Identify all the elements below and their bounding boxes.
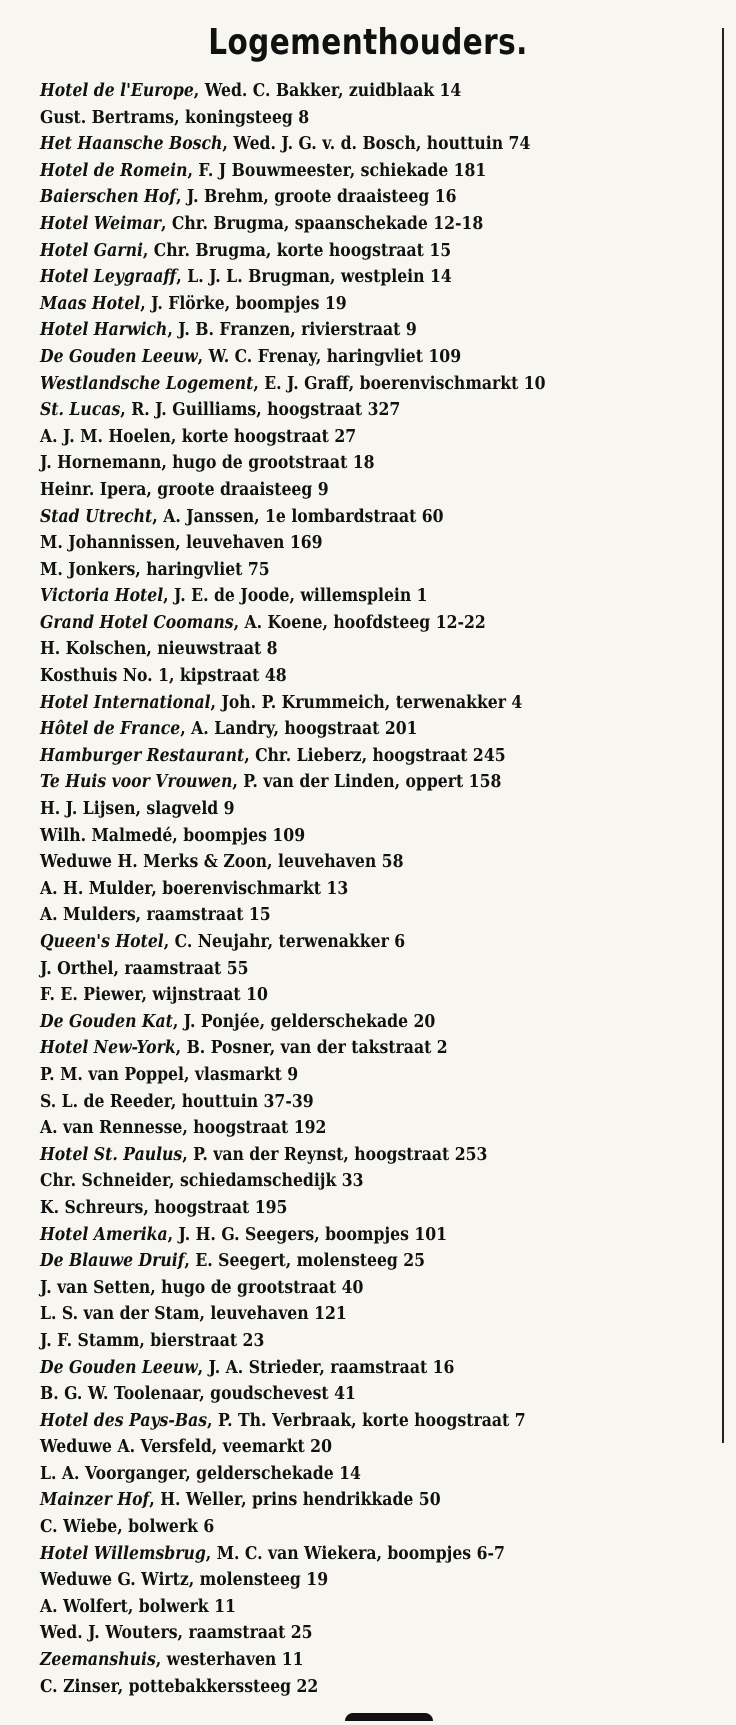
list-item (40, 184, 661, 211)
entry-details: , F. J Bouwmeester, schiekade 181 (187, 160, 487, 181)
entry-details: A. H. Mulder, boerenvischmarkt 13 (40, 878, 349, 899)
list-item (40, 1541, 661, 1568)
establishment-name: Hamburger Restaurant (40, 745, 245, 766)
list-item (40, 238, 661, 265)
entry-details: A. van Rennesse, hoogstraat 192 (40, 1118, 327, 1139)
establishment-name: St. Lucas (40, 400, 121, 421)
entry-details: , P. Th. Verbraak, korte hoogstraat 7 (207, 1410, 526, 1431)
establishment-name: Hôtel de France (40, 719, 181, 740)
establishment-name: Queen's Hotel (40, 932, 164, 952)
entry-details: Gust. Bertrams, koningsteeg 8 (40, 107, 310, 128)
establishment-name: Victoria Hotel (40, 586, 164, 607)
list-item (40, 131, 661, 158)
list-item (40, 1381, 661, 1408)
establishment-name: Hotel des Pays-Bas (40, 1410, 208, 1431)
establishment-name: Hotel Garni (40, 240, 143, 261)
entry-details: , P. van der Linden, oppert 158 (232, 772, 502, 793)
entry-details: A. J. M. Hoelen, korte hoogstraat 27 (40, 426, 357, 447)
entry-details: , Wed. J. G. v. d. Bosch, houttuin 74 (222, 134, 531, 155)
list-item (40, 1168, 661, 1195)
list-item (40, 1089, 661, 1116)
establishment-name: Hotel St. Paulus (40, 1144, 183, 1165)
list-item (40, 823, 661, 850)
establishment-name: De Gouden Leeuw (40, 1357, 198, 1378)
list-item (40, 636, 661, 663)
establishment-name: Mainzer Hof (40, 1490, 150, 1511)
entry-details: M. Jonkers, haringvliet 75 (40, 559, 270, 580)
entry-details: , J. E. de Joode, willemsplein 1 (163, 586, 428, 607)
list-item (40, 291, 661, 318)
list-item (40, 397, 661, 424)
establishment-name: Hotel Willemsbrug (40, 1543, 206, 1564)
list-item (40, 477, 661, 504)
establishment-name: De Gouden Kat (40, 1011, 173, 1032)
list-item (40, 849, 661, 876)
entry-details: , Chr. Brugma, spaanschekade 12-18 (160, 213, 484, 234)
entry-details: Chr. Schneider, schiedamschedijk 33 (40, 1171, 364, 1192)
entry-details: M. Johannissen, leuvehaven 169 (40, 533, 323, 554)
entry-details: A. Wolfert, bolwerk 11 (40, 1596, 236, 1617)
entry-details: , P. van der Reynst, hoogstraat 253 (182, 1144, 488, 1165)
entry-details: Weduwe H. Merks & Zoon, leuvehaven 58 (40, 852, 404, 873)
list-item (40, 158, 661, 185)
list-item (40, 1009, 661, 1036)
entry-details: , A. Koene, hoofdsteeg 12-22 (233, 612, 486, 633)
entry-details: F. E. Piewer, wijnstraat 10 (40, 985, 268, 1006)
entry-details: H. J. Lijsen, slagveld 9 (40, 799, 235, 820)
establishment-name: Stad Utrecht (40, 506, 153, 527)
page-title: Logementhouders. (208, 22, 528, 63)
list-item (40, 1647, 661, 1674)
establishment-name: Het Haansche Bosch (40, 134, 223, 155)
entry-details: , J. B. Franzen, rivierstraat 9 (167, 320, 417, 341)
list-item (40, 1328, 661, 1355)
entry-details: C. Zinser, pottebakkerssteeg 22 (40, 1676, 319, 1697)
list-item (40, 105, 661, 132)
list-item (40, 1222, 661, 1249)
list-item (40, 929, 661, 956)
list-item (40, 796, 661, 823)
establishment-name: Grand Hotel Coomans (40, 612, 234, 633)
entry-details: L. A. Voorganger, gelderschekade 14 (40, 1463, 361, 1484)
entry-details: , R. J. Guilliams, hoogstraat 327 (120, 400, 401, 421)
entry-details: , E. J. Graff, boerenvischmarkt 10 (253, 373, 546, 394)
entry-details: , B. Posner, van der takstraat 2 (175, 1038, 448, 1059)
list-item (40, 1035, 661, 1062)
entry-details: Wed. J. Wouters, raamstraat 25 (40, 1623, 313, 1644)
list-item (40, 530, 661, 557)
list-item (40, 344, 661, 371)
list-item (40, 1408, 661, 1435)
entry-details: , M. C. van Wiekera, boompjes 6-7 (205, 1543, 505, 1564)
establishment-name: De Blauwe Druif (40, 1251, 185, 1272)
list-item (40, 211, 661, 238)
entry-details: Kosthuis No. 1, kipstraat 48 (40, 666, 287, 687)
entry-details: , J. A. Strieder, raamstraat 16 (197, 1357, 455, 1378)
list-item (40, 1434, 661, 1461)
entry-details: P. M. van Poppel, vlasmarkt 9 (40, 1064, 299, 1085)
list-item (40, 1355, 661, 1382)
list-item (40, 1301, 661, 1328)
list-item (40, 902, 661, 929)
list-item (40, 1142, 661, 1169)
list-item (40, 317, 661, 344)
entry-details: , H. Weller, prins hendrikkade 50 (149, 1490, 441, 1511)
list-item (40, 1514, 661, 1541)
establishment-name: Maas Hotel (40, 293, 141, 314)
entry-details: J. van Setten, hugo de grootstraat 40 (40, 1277, 364, 1298)
entry-details: , J. Flörke, boompjes 19 (140, 293, 347, 314)
entry-details: , Chr. Lieberz, hoogstraat 245 (244, 745, 506, 766)
entry-details: A. Mulders, raamstraat 15 (40, 905, 271, 926)
establishment-name: Westlandsche Logement (40, 373, 254, 394)
establishment-name: Hotel de l'Europe (40, 81, 194, 101)
entry-details: Weduwe A. Versfeld, veemarkt 20 (40, 1437, 332, 1458)
entry-list (40, 78, 730, 1700)
establishment-name: Hotel Leygraaff (40, 267, 177, 288)
entry-details: , C. Neujahr, terwenakker 6 (163, 932, 406, 952)
list-item (40, 450, 661, 477)
establishment-name: Hotel New-York (40, 1038, 176, 1059)
entry-details: , westerhaven 11 (155, 1650, 304, 1671)
list-item (40, 743, 661, 770)
list-item (40, 876, 661, 903)
list-item (40, 1248, 661, 1275)
entry-details: , Chr. Brugma, korte hoogstraat 15 (142, 240, 452, 261)
list-item (40, 1195, 661, 1222)
entry-details: L. S. van der Stam, leuvehaven 121 (40, 1304, 347, 1325)
list-item (40, 371, 661, 398)
establishment-name: Hotel International (40, 692, 211, 713)
establishment-name: Hotel Weimar (40, 213, 161, 234)
list-item (40, 1487, 661, 1514)
establishment-name: Zeemanshuis (40, 1650, 156, 1671)
list-item (40, 1567, 661, 1594)
list-item (40, 716, 661, 743)
list-item (40, 583, 661, 610)
entry-details: , Wed. C. Bakker, zuidblaak 14 (193, 81, 462, 101)
entry-details: Weduwe G. Wirtz, molensteeg 19 (40, 1570, 329, 1591)
list-item (40, 1062, 661, 1089)
list-item (40, 504, 661, 531)
list-item (40, 424, 661, 451)
entry-details: , J. Ponjée, gelderschekade 20 (172, 1011, 436, 1032)
entry-details: , W. C. Frenay, haringvliet 109 (197, 346, 462, 367)
list-item (40, 1115, 661, 1142)
establishment-name: Hotel Amerika (40, 1224, 168, 1245)
establishment-name: Baierschen Hof (40, 187, 176, 208)
entry-details: , A. Janssen, 1e lombardstraat 60 (152, 506, 444, 527)
list-item (40, 1594, 661, 1621)
entry-details: J. F. Stamm, bierstraat 23 (40, 1330, 265, 1351)
establishment-name: Hotel de Romein (40, 160, 188, 181)
entry-details: S. L. de Reeder, houttuin 37-39 (40, 1091, 314, 1112)
entry-details: K. Schreurs, hoogstraat 195 (40, 1197, 288, 1218)
entry-details: , Joh. P. Krummeich, terwenakker 4 (210, 692, 523, 713)
entry-details: Wilh. Malmedé, boompjes 109 (40, 825, 306, 846)
entry-details: , J. Brehm, groote draaisteeg 16 (175, 187, 457, 208)
list-item (40, 1275, 661, 1302)
entry-details: J. Hornemann, hugo de grootstraat 18 (40, 453, 375, 474)
list-item (40, 956, 661, 983)
entry-details: , E. Seegert, molensteeg 25 (184, 1251, 426, 1272)
entry-details: H. Kolschen, nieuwstraat 8 (40, 639, 278, 660)
entry-details: , L. J. L. Brugman, westplein 14 (176, 267, 452, 288)
establishment-name: Te Huis voor Vrouwen (40, 772, 233, 793)
list-item (40, 78, 661, 105)
list-item (40, 1461, 661, 1488)
establishment-name: De Gouden Leeuw (40, 346, 198, 367)
list-item (40, 557, 661, 584)
establishment-name: Hotel Harwich (40, 320, 168, 341)
list-item (40, 1620, 661, 1647)
page-footer-mark (345, 1713, 433, 1721)
entry-details: J. Orthel, raamstraat 55 (40, 958, 249, 979)
entry-details: , A. Landry, hoogstraat 201 (180, 719, 418, 740)
entry-details: Heinr. Ipera, groote draaisteeg 9 (40, 479, 329, 500)
entry-details: , J. H. G. Seegers, boompjes 101 (167, 1224, 447, 1245)
list-item (40, 982, 661, 1009)
list-item (40, 610, 661, 637)
entry-details: B. G. W. Toolenaar, goudschevest 41 (40, 1384, 356, 1405)
list-item (40, 690, 661, 717)
list-item (40, 769, 661, 796)
list-item (40, 264, 661, 291)
list-item (40, 1674, 661, 1701)
list-item (40, 663, 661, 690)
entry-details: C. Wiebe, bolwerk 6 (40, 1517, 215, 1538)
